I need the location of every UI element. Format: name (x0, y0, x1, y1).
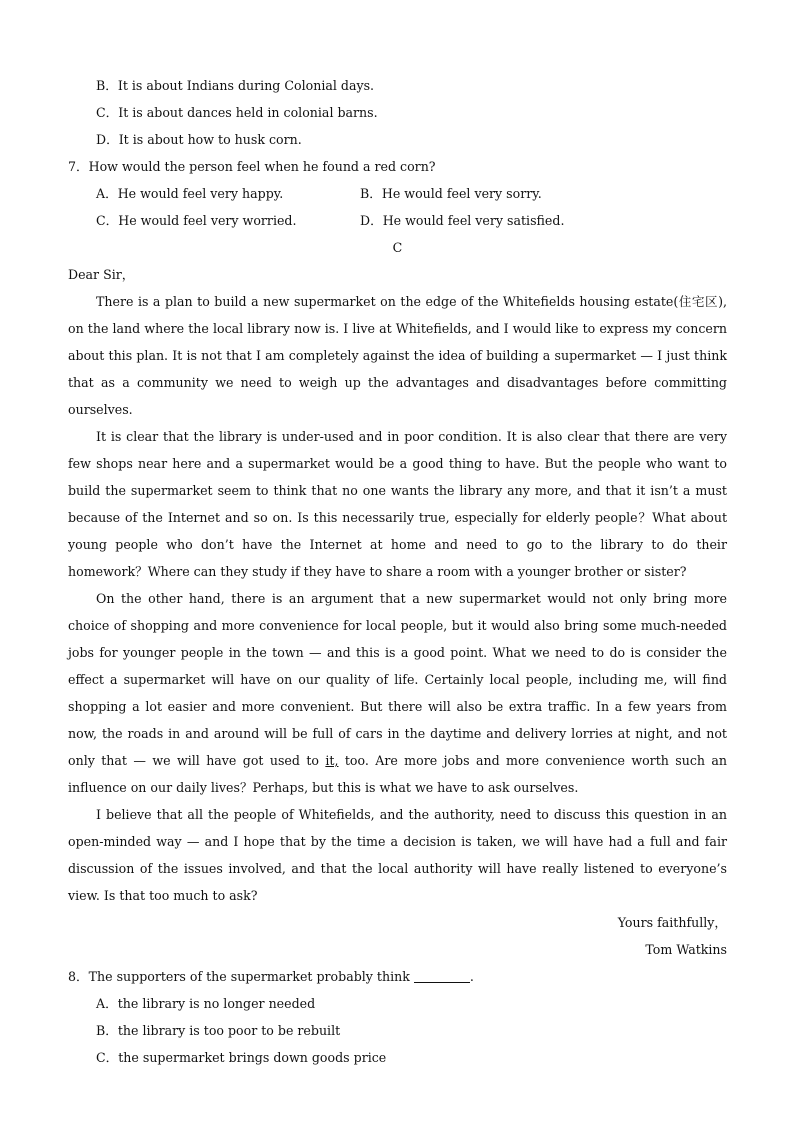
q6-option-b: B．It is about Indians during Colonial days. (96, 78, 375, 93)
q8-question: 8．The supporters of the supermarket probably think . (68, 969, 474, 984)
section-heading: C (392, 240, 403, 255)
q7-option-d: D．He would feel very satisfied. (360, 213, 565, 228)
q7-option-b: B．He would feel very sorry. (360, 186, 542, 201)
q7-options-row-1 (68, 180, 727, 207)
exam-page (68, 72, 727, 1071)
q6-option-c: C．It is about dances held in colonial barns. (96, 105, 378, 120)
letter-signature: Tom Watkins (645, 942, 727, 957)
letter-closing: Yours faithfully， (617, 915, 727, 930)
letter-paragraph-4: I believe that all the people of Whitefields, and the authority, need to discuss this question in an open-minded way — and I hope that by the time a decision is taken, we will have had a full and fair discussion of the issues involved, and that the local authority will have really listened to everyone’s view. Is that too much to ask? (68, 807, 727, 903)
letter-paragraph-1: There is a plan to build a new supermarket on the edge of the Whitefields housing estate(住宅区), on the land where the local library now is. I live at Whitefields, and I would like to express my concern about this plan. It is not that I am completely against the idea of building a supermarket — I just think that as a community we need to weigh up the advantages and disadvantages before committing ourselves. (68, 294, 727, 417)
q7-options-row-2 (68, 207, 727, 234)
underlined-it: it, (325, 753, 339, 768)
q8-option-c: C．the supermarket brings down goods price (96, 1050, 387, 1065)
q7-option-a: A．He would feel very happy. (96, 186, 284, 201)
letter-greeting: Dear Sir， (68, 267, 135, 282)
q6-option-d: D．It is about how to husk corn. (96, 132, 302, 147)
q7-question: 7．How would the person feel when he found a red corn? (68, 159, 436, 174)
letter-paragraph-2: It is clear that the library is under-used and in poor condition. It is also clear that there are very few shops near here and a supermarket would be a good thing to have. But the people who want to build the supermarket seem to think that no one wants the library any more, and that it isn’t a must because of the Internet and so on. Is this necessarily true, especially for elderly people？What about young people who don’t have the Internet at home and need to go to the library to do their homework？Where can they study if they have to share a room with a younger brother or sister? (68, 429, 727, 579)
q8-option-b: B．the library is too poor to be rebuilt (96, 1023, 341, 1038)
letter-paragraph-3: On the other hand, there is an argument that a new supermarket would not only bring more choice of shopping and more convenience for local people, but it would also bring some much-needed jobs for younger people in the town — and this is a good point. What we need to do is consider the effect a supermarket will have on our quality of life. Certainly local people, including me, will find shopping a lot easier and more convenient. But there will also be extra traffic. In a few years from now, the roads in and around will be full of cars in the daytime and delivery lorries at night, and not only that — we will have got used to it, too. Are more jobs and more convenience worth such an influence on our daily lives？Perhaps, but this is what we have to ask ourselves. (68, 591, 727, 795)
q7-option-c: C．He would feel very worried. (96, 213, 297, 228)
q8-option-a: A．the library is no longer needed (96, 996, 316, 1011)
answer-blank (414, 968, 470, 983)
